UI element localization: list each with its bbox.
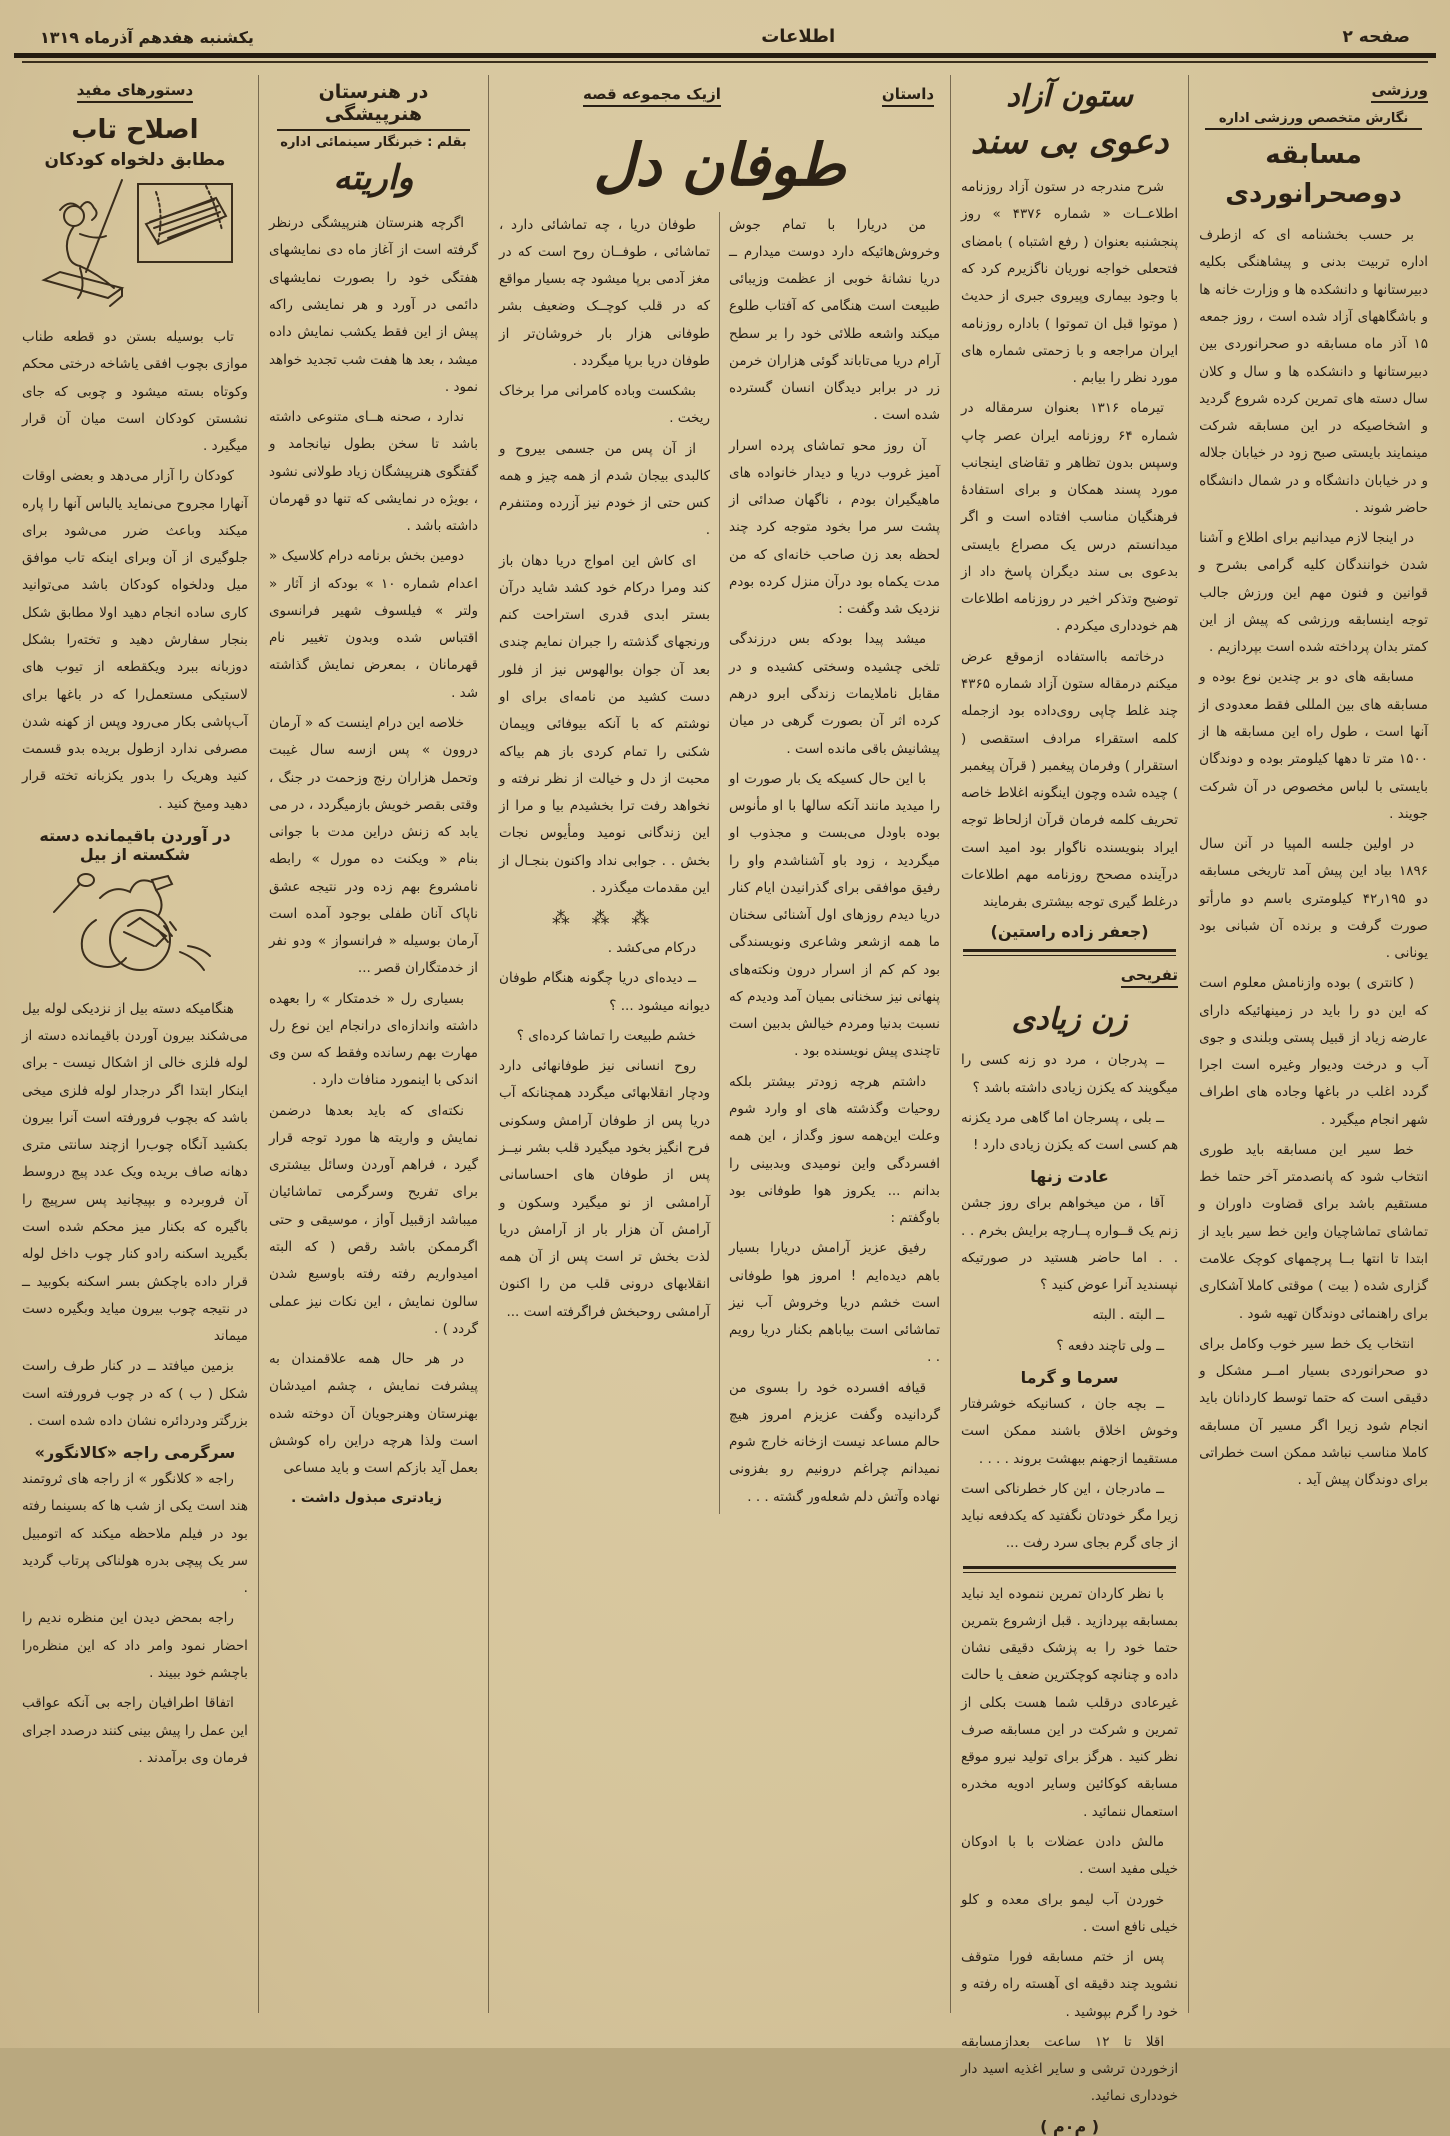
paragraph: خوردن آب لیمو برای معده و کلو خیلی نافع است . — [961, 1891, 1179, 1935]
paragraph: بسیاری رل « خدمتکار » را بعهده داشته واندازه‌ای درانجام این نوع رل مهارت بهم رسانده وفقط که سن وی اندکی با اینمورد منافات دارد . — [268, 990, 479, 1089]
paragraph: راجه « کلانگور » از راجه های ثروتمند هند است یکی از شب ها که بسینما رفته بود در فیلم ملاحظه میکند که اتومبیل سر یک پیچی بدره هولناکی پرتاب گردید . — [21, 1471, 248, 1597]
paragraph: اتفاقا اطرافیان راجه بی آنکه عواقب این عمل را پیش بینی کنند درصدد اجرای فرمان وی برآمدند . — [21, 1695, 248, 1766]
shovel-repair-illustration — [40, 868, 230, 988]
sports-kicker: ورزشی — [1371, 81, 1428, 103]
tips-column — [12, 75, 258, 2013]
paper-title: اطلاعات — [761, 26, 836, 47]
paragraph: داشتم هرچه زودتر بیشتر بلکه روحیات وگذشته های او وارد شوم وعلت این‌همه سوز وگداز ، این همه افسردگی واین نومیدی وبدبینی را بدانم ... یکروز هوا طوفانی بود باوگفتم : — [729, 1073, 941, 1227]
story-columns — [499, 212, 940, 1514]
paragraph: تاب بوسیله بستن دو قطعه طناب موازی بچوب افقی یاشاخه درختی محکم وکوتاه بسته میشود و چوبی که جای نشستن کودکان است میان آن قرار میگیرد . — [21, 329, 248, 455]
tips-kicker: دستورهای مفید — [77, 81, 193, 103]
paragraph: قیافه افسرده خود را بسوی من گردانیده وگفت عزیزم امروز هیچ حالم مساعد نیست ازخانه خارج شوم نمیدانم چراغم درونیم رو بفزونی نهاده وآتش دلم شعله‌ور گشته . . . — [729, 1379, 941, 1505]
variete-byline: بقلم : خبرنگار سینمائی اداره — [280, 135, 467, 150]
paragraph: ــ مادرجان ، این کار خطرناکی است زیرا مگر خودتان نگفتید که یکدفعه نباید از جای گرم بجای سرد رفت ... — [961, 1480, 1179, 1552]
paragraph: هنگامیکه دسته بیل از نزدیکی لوله بیل می‌شکند بیرون آوردن باقیمانده دسته از لوله فلزی خالی از اشکال نیست - برای اینکار ابتدا اگر درجدار لوله فلزی میخی باشد که بچوب فرورفته است آنرا بیرون بکشید آنگاه چوب‌را ازچند سانتی متری دهانه صاف بریده ویک عدد پیچ دروسط آن فروبرده و بپیچانید پس سرپیچ را باگیره که بکنار میز محکم شده است بگیرید اسکنه رادو کنار چوب داخل لوله قرار داده باچکش بسر اسکنه بکوبید ــ در نتیجه چوب بیرون میاید وبگیره دست میماند — [21, 1000, 248, 1345]
paragraph: از آن پس من جسمی بیروح و کالبدی بیجان شدم از همه چیز و همه کس حتی از خودم نیز آزرده ومتنفرم . — [499, 440, 711, 539]
paragraph: میشد پیدا بودکه بس درزندگی تلخی چشیده وسختی کشیده و در مقابل ناملایمات زندگی ابرو درهم کرده اثر آن بصورت گرهی در میان پیشانیش باقی مانده است . — [729, 631, 941, 757]
masthead-rule-thick — [14, 53, 1436, 58]
paragraph: ندارد ، صحنه هــای متنوعی داشته باشد تا سخن بطول نیانجامد و گفتگوی هنرپیشگان زیاد طولانی نشود ، بویژه در نمایشی که تنها دو قهرمان داشته باشد . — [268, 409, 479, 535]
story-body-left-b — [499, 935, 710, 1326]
paragraph: با این حال کسیکه یک بار صورت او را میدید مانند آنکه سالها با او مأنوس بوده باودل می‌بست و مجذوب او میگردید ، زود باو آشناشدم واو را رفیق موافقی برای گذرانیدن ایام کنار دریا دیدم روزهای اول آشنائی سخنان ما همه ازشعر وشاعری ونویسندگی بود کم کم از اسرار درون ونکته‌های پنهانی نیز سخنانی بمیان آمد ودیدم که نسبت بدنیا ومردم خیالش بدبین است تاچندی پیش نویسنده بود . — [729, 770, 941, 1060]
paragraph: انتخاب یک خط سیر خوب وکامل برای دو صحرانوردی بسیار امــر مشکل و دقیقی است که حتما توسط کاردانان باید انجام شود زیرا اگر مسیر آن مسابقه کاملا مناسب نباشد ممکن است خطراتی برای دوندگان پیش آید . — [1199, 1335, 1428, 1489]
stars-divider: ⁂ ⁂ ⁂ — [551, 908, 658, 930]
story-body-right — [729, 212, 940, 1511]
paragraph: در هر حال همه علاقمندان به پیشرفت نمایش ، چشم امیدشان بهنرستان وهنرجویان آن دوخته شده است ولذا هرچه دراین راه کوشش بعمل آید بازکم است و باید مساعی — [268, 1351, 479, 1477]
joke-subhead-women-habits: عادت زنها — [1030, 1167, 1109, 1187]
paragraph: آقا ، من میخواهم برای روز جشن زنم یک قــواره پــارچه برایش بخرم . . . . اما حاضر هستید در صورتیکه نپسندید آنرا عوض کنید ؟ — [961, 1195, 1179, 1294]
paragraph: در اینجا لازم میدانیم برای اطلاع و آشنا شدن خوانندگان کلیه گرامی بشرح و قوانین و فنون مهم این ورزش جالب توجه اینسابقه ورزشی که پیش از این کمتر بدان پرداخته شده است بپردازیم . — [1199, 530, 1428, 656]
sports-byline: نگارش متخصص ورزشی اداره — [1218, 111, 1409, 126]
story-series-kicker: ازیک مجموعه قصه — [583, 85, 721, 107]
story-section — [488, 75, 950, 2013]
masthead — [0, 0, 1450, 53]
paragraph: ای کاش این امواج دریا دهان باز کند ومرا درکام خود کشد شاید درآن بستر ابدی قدری استراحت کنم ورنجهای گذشته را جبران نمایم چندی بعد آن جوان بوالهوس نیز از فلور دست کشید من نامه‌ای برای او نوشتم که با آنکه بیوفائی وپیمان شکنی را تمام کردی باز هم بیاکه محبت از دل و خیالت از نظر نرفته و نخواهد رفت ترا بخشیدم بیا و مرا از این زندگانی نومید ومأیوس نجات بخش . . جوابی نداد واکنون بنجـال از این مقدمات میگذرد . — [499, 552, 711, 896]
paragraph: رفیق عزیز آرامش دریارا بسیار باهم دیده‌ایم ! امروز هوا طوفانی است خشم دریا وخروش آب نیز تماشائی است بیاباهم بکنار دریا رویم . . — [729, 1240, 941, 1366]
paragraph: بشکست وباده کامرانی مرا برخاک ریخت . — [499, 383, 711, 427]
sports-continuation — [961, 1581, 1178, 2111]
tips-subhead-shovel: در آوردن باقیمانده دسته شکسته از بیل — [39, 825, 231, 864]
tips-subhead-rajah: سرگرمی راجه «کالانگور» — [34, 1443, 236, 1463]
free-column — [950, 75, 1188, 2136]
paragraph: روح انسانی نیز طوفانهائی دارد ودچار انقلابهائی میگردد همچنانکه آب دریا پس از طوفان آرامش وسکونی فرح انگیز بخود میگیرد قلب بشر نیــز پس از طوفان های احساسانی آرامشی از نو میگیرد وسکون و آرامش آن هزار بار از آرامش دریا لذت بخش تر است پس از آن همه انقلابهای درونی قلب من را اکنون آرامشی روحبخش فراگرفته است ... — [499, 1058, 711, 1320]
paragraph: ــ دیده‌ای دریا چگونه هنگام طوفان دیوانه میشود ... ؟ — [499, 970, 711, 1014]
article-signature: (جعفر زاده راستین) — [990, 922, 1149, 942]
paragraph: ( کانتری ) بوده وازنامش معلوم است که این دو را باید در زمینهائیکه دارای عارضه زیاد از قبیل پستی وبلندی و جوی آب و درخت ودیوار وغیره است اجرا گردد اغلب در باغها وجاده های اطراف شهر انجام میگیرد . — [1199, 975, 1428, 1128]
paragraph: کودکان را آزار می‌دهد و بعضی اوقات آنهارا مجروح می‌نماید یالباس آنها را پاره میکند وباعث ضرر می‌شود برای جلوگیری از آن وبرای اینکه تاب موافق میل ودلخواه کودکان باشد می‌توانید کاری ساده انجام دهید اولا مطابق شکل بنجار سفارش دهید و تخته‌را بشکل دوزبانه ببرد ویکقطعه از تیوب های لاستیکی مستعمل‌را که در باغها برای آب‌پاشی بکار می‌رود وپس از کهنه شدن مصرفی ندارد ازطول بریده بدو قسمت کنید وهریک را بدور یکزبانه تخته قرار دهید ومیخ کنید . — [21, 468, 248, 812]
paragraph: اگرچه هنرستان هنرپیشگی درنظر گرفته است از آغاز ماه دی نمایشهای هفتگی خود را بصورت نمایشهای دائمی در آورد و هر نمایشی راکه پیش از این فقط یکشب نمایش داده میشد ، بعد ها هفت شب تجدید خواهد نمود . — [268, 215, 479, 395]
paragraph: خط سیر این مسابقه باید طوری انتخاب شود که پانصدمتر آخر حتما خط مستقیم باشد برای قضاوت داوران و تماشای تماشاچیان واین خط سیر باید از ابتدا تا انتها بــا پرچمهای کوچک علامت گزاری شده ( بیت ) موقتی کاملا آشکاری برای راهنمائی دوندگان تهیه شود . — [1199, 1141, 1428, 1322]
story-column-right — [720, 212, 940, 1514]
variete-closing-line: زیادتری مبذول داشت . — [291, 1490, 442, 1507]
page-number: صفحه ۲ — [1342, 27, 1410, 47]
free-column-headline: دعوی بی سند — [970, 122, 1169, 162]
story-title: طوفان دل — [593, 131, 846, 199]
paragraph: تیرماه ۱۳۱۶ بعنوان سرمقاله در شماره ۶۴ روزنامه ایران عصر چاپ وسپس بدون تظاهر و تقاضای اینجانب مورد پسند همکان و برای استفادهٔ فرهنگیان مناسب افتاده است و اگر میدانستم درس یک مصراع بایستی بدعوی بی سند دیگران پاسخ داد از توضیح وتذکر اخیر در روزنامه اطلاعات هم خودداری میکردم . — [961, 400, 1179, 635]
paragraph: راجه بمحض دیدن این منظره ندیم را احضار نمود وامر داد که این منظره‌را باچشم خود ببیند . — [21, 1610, 248, 1681]
free-column-body — [961, 174, 1178, 916]
article-signature-initials: ( م۰م ) — [1040, 2116, 1100, 2136]
paragraph: در اولین جلسه المپیا در آنن سال ۱۸۹۶ بیاد این پیش آمد تاریخی مسابقه دو ۱۹۵ر۴۲ کیلومتری باسم دو مارأتو صورت گرفت و برنده آن شبانی بود یونانی . — [1199, 836, 1428, 962]
tips-subtitle: مطابق دلخواه کودکان — [44, 150, 226, 171]
joke-block — [961, 1391, 1178, 1558]
paragraph: بر حسب بخشنامه ای که ازطرف اداره تربیت بدنی و پیشاهنگی بکلیه دبیرستانها و دانشکده ها و وزارت خانه ها و باشگاههای آزاد شده است ، روز جمعه ۱۵ آذر ماه مسابقه دو صحرانوردی بین دبیرستانها و دانشکده ها و سال و کلان سال دسته های تمرین کرده شروع گردید و اشخاصیکه در این مسابقه شرکت مینمایند بایستی صبح زود در خیابان جلاله و در خیابان دانشگاه و در شمال دانشگاه حاضر شوند . — [1199, 227, 1428, 516]
story-kicker: داستان — [882, 85, 934, 107]
paragraph: ــ پدرجان ، مرد دو زنه کسی را میگویند که یکزن زیادی داشته باشد ؟ — [961, 1052, 1179, 1096]
section-divider — [963, 1566, 1176, 1573]
sports-headline-line2: دوصحرانوردی — [1225, 179, 1402, 210]
paragraph: من دریارا با تمام جوش وخروش‌هائیکه دارد دوست میدارم ــ دریا نشانهٔ خوبی از عظمت وزیبائی طبیعت است هنگامی که آفتاب طلوع میکند واشعه طلائی خود را بر سطح آرام دریا می‌تاباند گوئی هزاران خرمن زر در برابر دیدگان انسان گسترده شده است . — [729, 216, 941, 424]
tips-body-2 — [22, 996, 248, 1435]
sports-body — [1199, 222, 1428, 1494]
paragraph: با نظر کاردان تمرین ننموده اید نباید بمسابقه بپردازید . قبل ازشروع بتمرین حتما خود را به پزشک دقیقی نشان داده و چنانچه کوچکترین ضعف یا حالت غیرعادی درقلب شما هست بکلی از تمرین و شرکت در این مسابقه صرف نظر کنید . هرگز برای تولید نیرو موقع مسابقه کوکائین وسایر ادویه مخدره استعمال ننمائید . — [961, 1585, 1179, 1820]
paragraph: درکام می‌کشد . — [607, 940, 697, 957]
paragraph: مالش دادن عضلات با با ادوکان خیلی مفید است . — [961, 1834, 1179, 1878]
variete-headline: واریته — [333, 158, 414, 198]
joke-block — [961, 1190, 1178, 1360]
paragraph: خشم طبیعت را تماشا کرده‌ای ؟ — [516, 1027, 697, 1044]
paragraph: ــ ولی تاچند دفعه ؟ — [1056, 1337, 1165, 1354]
story-body-left-a — [499, 212, 710, 903]
sports-column — [1188, 75, 1438, 2013]
variete-column — [258, 75, 488, 2013]
free-column-kicker: ستون آزاد — [1006, 79, 1133, 114]
fun-kicker: تفریحی — [1121, 966, 1178, 988]
story-column-left — [499, 212, 720, 1514]
paragraph: خلاصه این درام اینست که « آرمان دروون » پس ازسه سال غیبت وتحمل هزاران رنج وزحمت در جنگ ، وقتی بقصر خویش بازمیگردد ، در می یابد که زنش دراین مدت با جوانی بنام « ویکنت ده مورل » رابطه نامشروع بهم زده ودر نتیجه عشق ناپاک آنان طفلی بوجود آمده است آرمان بوسیله « فرانسواز » ودو نفر از خدمتگاران قصر ... — [268, 714, 479, 977]
joke-block — [961, 1047, 1178, 1159]
paragraph: شرح مندرجه در ستون آزاد روزنامه اطلاعــات « شماره ۴۳۷۶ » روز پنجشنبه بعنوان ( رفع اشتباه ) بامضای فتحعلی خواجه نوریان ناگزیرم کرد که با وجود بیماری وپیروی جبری از حدیث ( موتوا قبل ان تموتوا ) باداره روزنامه ایران مراجعه و با زحمتی شماره های مورد نظر را بیابم . — [961, 179, 1179, 387]
paragraph: ــ البته . البته — [1092, 1307, 1165, 1324]
sports-headline-line1: مسابقه — [1265, 140, 1362, 170]
paragraph: اقلا تا ۱۲ ساعت بعدازمسابقه ازخوردن ترشی و سایر اغذیه اسید دار خودداری نمائید. — [961, 2033, 1179, 2105]
paragraph: آن روز محو تماشای پرده اسرار آمیز غروب دریا و دیدار خانواده های ماهیگیران بودم ، ناگهان صدائی از پشت سر مرا بخود متوجه کرد چند لحظه بعد زن صاحب خانه‌ای که من مدت یکماه بود درآن منزل کرده بودم نزدیک شد وگفت : — [729, 437, 941, 618]
issue-date: یکشنبه هفدهم آذرماه ۱۳۱۹ — [40, 28, 254, 47]
paragraph: دومین بخش برنامه درام کلاسیک « اعدام شماره ۱۰ » بودکه از آثار « ولتر » فیلسوف شهیر فرانسوی اقتباس شده وبدون تغییر نام قهرمانان ، بمعرض نمایش گذاشته شد . — [268, 548, 479, 701]
paragraph: مسابقه های دو بر چندین نوع بوده و مسابقه های بین المللی فقط معدودی از آنها است ، طول راه این مسابقه ها از ۱۵۰۰ متر تا دهها کیلومتر بوده و دوندگان بایستی با لباس مخصوص در آن شرکت جویند . — [1199, 669, 1428, 822]
tips-body-3 — [22, 1466, 248, 1772]
paragraph: درخاتمه بااستفاده ازموقع عرض میکنم درمقاله ستون آزاد شماره ۴۳۶۵ چند غلط چاپی روی‌داده بود ازجمله کلمه استقراء مرادف استقصی ( استقرار ) وفرمان پیغمبر ( قرآن پیغمبر ) چیده شده وچون اینگونه اغلاط خاصه تحریف کلمه فرمان قرآن ازلحاظ توجه ایراد بنویسنده ناگوار بود امید است درآینده مصحح روزنامه مهم اطلاعات درغلط گیری توجه بیشتری بفرمایند — [961, 648, 1179, 911]
sports-byline-rule — [1205, 128, 1422, 130]
paragraph: نکته‌ای که باید بعدها درضمن نمایش و واریته ها مورد توجه قرار گیرد ، فراهم آوردن وسائل بیشتری برای تفریح وسرگرمی تماشائیان میباشد ازقبیل آواز ، موسیقی و حتی اگرممکن باشد رقص ( که البته امیدواریم رفته رفته باوسیع شدن سالون نمایش ، این نکات نیز عملی گردد ) . — [268, 1102, 479, 1337]
paragraph: ــ بچه جان ، کسانیکه خوشرفتار وخوش اخلاق باشند ممکن است مستقیما ازجهنم ببهشت بروند . . . . — [961, 1396, 1179, 1467]
paragraph: ــ بلی ، پسرجان اما گاهی مرد یکزنه هم کسی است که یکزن زیادی دارد ! — [961, 1109, 1179, 1154]
columns-container — [0, 63, 1450, 2136]
tips-body-1 — [22, 324, 248, 818]
section-divider — [963, 949, 1176, 956]
variete-section-title: در هنرستان هنرپیشگی — [277, 81, 470, 131]
paragraph: طوفان دریا ، چه تماشائی دارد ، تماشائی ، طوفــان روح است که در مغز آدمی برپا میشود چه بسیار مواقع که در قلب کوچــک وضعیف بشر طوفانی هزار بار خروشان‌تر از طوفان دریا برپا میگردد . — [499, 216, 711, 369]
variete-body — [269, 210, 478, 1482]
paragraph: پس از ختم مسابقه فورا متوقف نشوید چند دقیقه ای آهسته راه رفته و خود را گرم بپوشید . — [961, 1949, 1179, 2020]
paragraph: بزمین میافتد ــ در کنار طرف راست شکل ( ب ) که در چوب فرورفته است بزرگتر ودردائره نشان داده شده است . — [21, 1358, 248, 1429]
joke-subhead-cold-warm: سرما و گرما — [1020, 1368, 1119, 1388]
tips-headline: اصلاح تاب — [71, 115, 199, 145]
swing-illustration — [30, 176, 240, 316]
story-head — [499, 79, 940, 125]
fun-headline: زن زیادی — [1011, 1002, 1128, 1038]
